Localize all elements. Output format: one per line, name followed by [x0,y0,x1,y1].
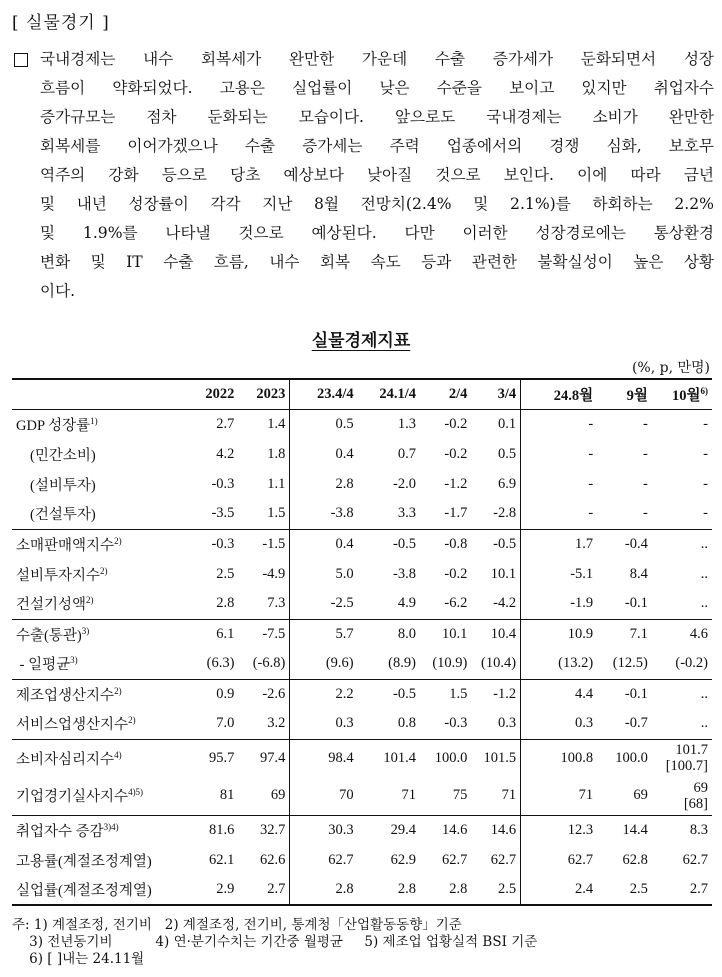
table-cell: 0.4 [290,529,358,559]
header-col: 24.8월 [521,379,598,409]
table-cell: 2.8 [290,875,358,905]
table-row [12,499,712,529]
table-cell: 29.4 [358,815,420,845]
table-cell: 10.1 [420,619,471,649]
table-cell: 2.8 [420,875,471,905]
row-label: 건설기성액$^{2)}$ [16,595,94,614]
table-cell: 0.1 [497,415,517,432]
table-cell: 2.5 [216,565,235,582]
header-blank [12,379,176,409]
table-cell: .. [700,595,708,612]
table-cell: 0.3 [521,709,598,739]
table-cell: 10.9 [521,619,598,649]
table-cell: 14.4 [597,815,652,845]
table-cell: (10.9) [432,655,468,672]
table-cell: 1.7 [521,529,598,559]
table-cell: - [703,415,708,432]
table-cell: -0.1 [597,679,652,709]
table-row [12,875,712,905]
table-cell: 2.8 [358,875,420,905]
table-cell: 75 [452,787,468,804]
table-cell: 62.7 [490,851,517,868]
table-row [12,649,712,679]
row-label: 소매판매액지수$^{2)}$ [12,529,176,559]
table-cell: -1.5 [238,529,289,559]
table-row [12,739,712,777]
table-cell: -0.3 [176,529,238,559]
table-cell: 62.7 [521,845,598,875]
row-label: 소비자심리지수$^{4)}$ [12,739,176,777]
paragraph-line-3: 증가규모는 점차 둔화되는 모습이다. 앞으로도 국내경제는 소비가 완만한 [40,108,714,126]
table-cell: 2.5 [597,875,652,905]
table-cell: 10.4 [471,619,520,649]
table-cell: 0.4 [290,439,358,469]
table-cell: 2.7 [238,875,289,905]
table-title: 실물경제지표 [311,331,411,351]
table-cell: 0.3 [497,715,517,732]
table-cell: -0.8 [420,529,471,559]
table-cell: - [521,439,598,469]
table-cell: 62.7 [682,851,708,868]
table-cell: (9.6) [290,649,358,679]
row-label: 고용률(계절조정계열) [16,853,152,870]
bracket-value: [100.7] [665,758,708,775]
footnote-marker: 4)5) [128,787,144,798]
table-cell: 2.4 [521,875,598,905]
table-cell: -0.2 [444,445,468,462]
table-cell: 0.9 [176,679,238,709]
table-cell: -3.8 [393,565,416,582]
table-cell: 0.8 [397,715,416,732]
header-col: 23.4/4 [290,379,358,409]
table-cell: - [703,505,708,522]
header-col: 2022 [176,379,238,409]
table-cell: 3.2 [267,715,286,732]
table-cell: 62.1 [209,851,235,868]
table-cell: 62.6 [259,851,286,868]
unit-label: (%, p, 만명) [631,360,710,376]
table-cell: 0.7 [397,445,416,462]
footnote-marker: 3) [81,625,90,636]
table-cell: 6.9 [497,475,517,492]
table-cell: -0.4 [597,529,652,559]
table-cell: -2.5 [290,589,358,619]
table-cell: 62.9 [390,851,416,868]
table-cell: 97.4 [238,739,289,777]
table-cell: (10.4) [481,655,517,672]
table-cell: 7.1 [597,619,652,649]
table-cell: -4.2 [493,595,517,612]
table-row [12,469,712,499]
row-label: (민간소비) [30,447,96,464]
table-cell: -5.1 [521,559,598,589]
table-cell: 100.8 [521,739,598,777]
table-cell: - [521,409,598,439]
table-cell: 4.4 [521,679,598,709]
table-cell: -0.7 [624,715,648,732]
table-cell: - [703,475,708,492]
table-row [12,815,712,845]
table-cell: - [643,475,648,492]
row-label: 수출(통관)$^{3)}$ [12,619,176,649]
table-cell: (6.3) [206,655,235,672]
table-cell: 12.3 [521,815,598,845]
table-cell: .. [652,679,712,709]
table-cell: 100.0 [597,739,652,777]
table-cell: -0.2 [444,565,468,582]
table-row [12,679,712,709]
table-cell: 1.8 [267,445,286,462]
table-cell: 8.0 [358,619,420,649]
table-cell: - [643,505,648,522]
footnote-marker: 2) [128,715,136,726]
indicator-table [12,378,712,906]
table-cell: -0.5 [358,529,420,559]
table-row [12,439,712,469]
table-cell: 1.3 [397,415,416,432]
footnote-marker: 2) [114,535,122,546]
table-cell: -0.1 [624,595,648,612]
table-cell: 7.0 [216,715,235,732]
table-row [12,529,712,559]
table-cell: 4.9 [397,595,416,612]
paragraph-line-4: 회복세를 이어가겠으나 수출 증가세는 주력 업종에서의 경쟁 심화, 보호무 [40,137,714,155]
row-label: (건설투자) [30,507,96,524]
row-label: - 일평균$^{3)}$ [16,655,78,674]
table-cell: -1.7 [444,505,468,522]
table-cell: .. [700,565,708,582]
table-cell: -7.5 [238,619,289,649]
table-row [12,559,712,589]
table-cell: 2.9 [176,875,238,905]
table-cell: 2.8 [216,595,235,612]
table-cell: 0.5 [497,445,517,462]
table-cell: 2.7 [216,415,235,432]
paragraph-line-5: 역주의 강화 등으로 당초 예상보다 낮아질 것으로 보인다. 이에 따라 금년 [40,166,714,184]
table-cell: 14.6 [420,815,471,845]
table-cell: 69 [68] [683,779,708,812]
table-cell: -0.3 [211,475,235,492]
paragraph-line-1: 국내경제는 내수 회복세가 완만한 가운데 수출 증가세가 둔화되면서 성장 [14,45,714,74]
table-cell: 69 [270,787,286,804]
table-cell: -3.8 [290,499,358,529]
footnote-marker: 2) [86,595,94,606]
table-cell: 101.7 [100.7] [652,739,712,777]
table-cell: - [521,469,598,499]
footnote-marker: 2) [114,685,122,696]
table-cell: 69 [633,787,648,804]
table-cell: -2.8 [493,505,517,522]
row-label: 취업자수 증감$^{3)4)}$ [12,815,176,845]
table-cell: 1.4 [267,415,286,432]
table-cell: -0.5 [471,529,520,559]
row-label: 설비투자지수$^{2)}$ [16,565,108,584]
table-cell: 71 [501,787,517,804]
footnote-line: 3) 전년동기비 4) 연·분기수치는 기간중 월평균 5) 제조업 업황실적 BSI 기준 [12,934,538,950]
table-cell: 8.3 [652,815,712,845]
header-col: 3/4 [471,379,520,409]
footnotes [12,917,537,968]
table-cell: 2.2 [290,679,358,709]
table-row [12,409,712,439]
table-cell: 5.7 [290,619,358,649]
table-cell: - [521,499,598,529]
table-cell: (-6.8) [252,655,286,672]
table-cell: .. [652,529,712,559]
table-cell: 70 [290,777,358,815]
table-cell: 81 [219,787,235,804]
table-cell: (8.9) [388,655,416,672]
table-cell: -6.2 [444,595,468,612]
row-label: 기업경기실사지수$^{4)5)}$ [16,787,144,806]
table-cell: -1.2 [471,679,520,709]
footnote-marker: 4) [114,749,122,760]
table-cell: 62.8 [622,851,648,868]
table-row [12,777,712,815]
footnote-marker: 3) [70,655,78,666]
table-header-row [12,379,712,409]
footnote-line: 주: 1) 계절조정, 전기비 2) 계절조정, 전기비, 통계청「산업활동동향」기준 [12,917,462,933]
header-col: 24.1/4 [358,379,420,409]
paragraph-line-8: 변화 및 IT 수출 흐름, 내수 회복 속도 등과 관련한 불확실성이 높은 상황 [40,253,714,271]
table-cell: 62.7 [290,845,358,875]
table-cell: 100.0 [420,739,471,777]
header-col: 10월$^{6)}$ [652,379,712,409]
table-cell: .. [700,715,708,732]
header-footnote: 6) [700,385,708,396]
table-cell: 71 [521,777,598,815]
table-cell: -2.6 [238,679,289,709]
table-cell: -2.0 [393,475,416,492]
footnote-line: 6) [ ]내는 24.11월 [12,951,145,967]
table-cell: 81.6 [176,815,238,845]
table-cell: 32.7 [238,815,289,845]
table-cell: - [703,445,708,462]
table-cell: 62.7 [442,851,468,868]
table-cell: 95.7 [176,739,238,777]
row-label: 실업률(계절조정계열) [12,875,176,905]
header-col: 9월 [597,379,652,409]
bracket-value: [68] [683,795,708,812]
table-row [12,589,712,619]
table-cell: 1.1 [267,475,286,492]
header-col: 2/4 [420,379,471,409]
row-label: (설비투자) [30,477,96,494]
table-cell: (-0.2) [675,655,708,672]
table-cell: 14.6 [471,815,520,845]
table-cell: -0.3 [444,715,468,732]
table-cell: 3.3 [397,505,416,522]
table-cell: -0.5 [358,679,420,709]
table-cell: 0.3 [290,709,358,739]
table-cell: 101.5 [471,739,520,777]
table-row [12,845,712,875]
table-cell: 4.2 [216,445,235,462]
table-cell: -4.9 [262,565,286,582]
table-cell: 5.0 [290,559,358,589]
footnote-marker: 2) [100,565,108,576]
table-cell: 2.8 [290,469,358,499]
table-cell: 2.5 [471,875,520,905]
row-label: GDP 성장률$^{1)}$ [16,415,98,434]
table-cell: 1.5 [420,679,471,709]
paragraph-line-2: 흐름이 약화되었다. 고용은 실업률이 낮은 수준을 보이고 있지만 취업자수 [40,79,714,97]
table-cell: 10.1 [490,565,517,582]
table-row [12,619,712,649]
row-label: 제조업생산지수$^{2)}$ [12,679,176,709]
checkbox-bullet-icon [14,53,28,67]
table-cell: 2.7 [652,875,712,905]
paragraph-line-9: 이다. [40,282,76,300]
footnote-marker: 3)4) [103,821,119,832]
table-cell: 7.3 [267,595,286,612]
paragraph-line-7: 및 1.9%를 나타낼 것으로 예상된다. 다만 이러한 성장경로에는 통상환경 [40,224,714,242]
section-title: [ 실물경기 ] [12,13,110,33]
table-cell: 1.5 [267,505,286,522]
table-cell: -0.2 [444,415,468,432]
paragraph-line-6: 및 내년 성장률이 각각 지난 8월 전망치(2.4% 및 2.1%)를 하회하는 2.2% [40,195,714,213]
table-cell: -1.9 [521,589,598,619]
header-col: 2023 [238,379,289,409]
table-cell: (12.5) [612,655,648,672]
table-cell: 4.6 [652,619,712,649]
table-cell: 71 [401,787,416,804]
table-cell: 6.1 [176,619,238,649]
table-cell: -1.2 [444,475,468,492]
table-cell: (13.2) [521,649,598,679]
table-cell: 8.4 [629,565,648,582]
table-cell: 101.4 [358,739,420,777]
table-cell: - [643,445,648,462]
table-cell: -3.5 [211,505,235,522]
footnote-marker: 1) [90,415,98,426]
paragraph [14,45,714,306]
table-row [12,709,712,739]
table-cell: 0.5 [290,409,358,439]
row-label: 서비스업생산지수$^{2)}$ [16,715,136,734]
table-cell: 30.3 [290,815,358,845]
table-cell: - [643,415,648,432]
table-cell: 98.4 [290,739,358,777]
